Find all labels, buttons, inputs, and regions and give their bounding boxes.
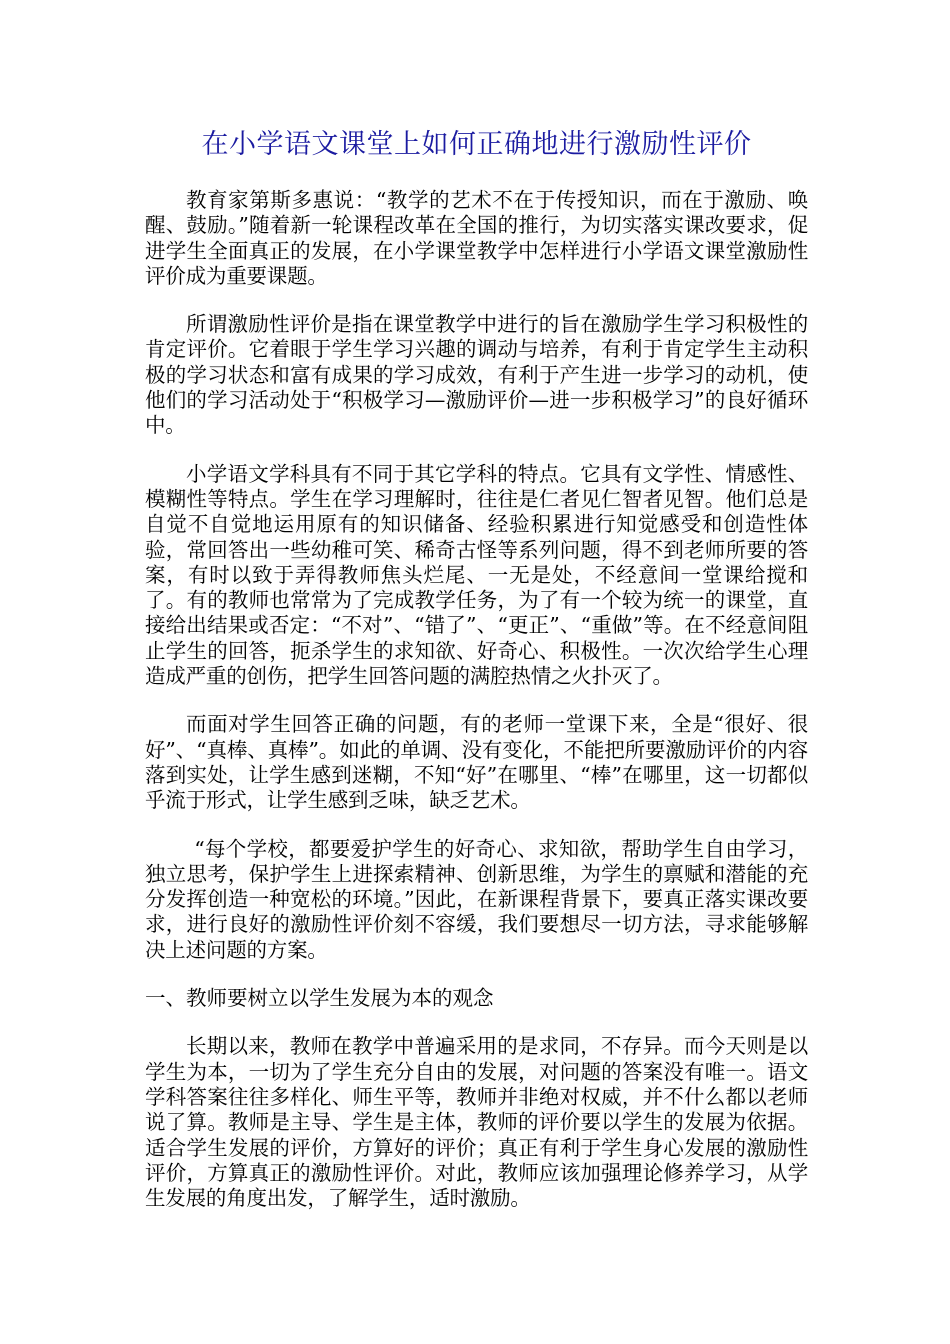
document-title: 在小学语文课堂上如何正确地进行激励性评价 xyxy=(201,129,752,160)
paragraph-5: “每个学校，都要爱护学生的好奇心、求知欲，帮助学生自由学习，独立思考，保护学生上进探索精神、创新思维，为学生的禀赋和潜能的充分发挥创造一种宽松的环境。”因此，在新课程背景下，要真正落实课改要求，进行良好的激励性评价刻不容缓，我们要想尽一切方法，寻求能够解决上述问题的方案。 xyxy=(145,836,808,962)
section-heading: 一、教师要树立以学生发展为本的观念 xyxy=(145,986,494,1011)
paragraph-1: 教育家第斯多惠说：“教学的艺术不在于传授知识，而在于激励、唤醒、鼓励。”随着新一轮课程改革在全国的推行，为切实落实课改要求，促进学生全面真正的发展，在小学课堂教学中怎样进行小学语文课堂激励性评价成为重要课题。 xyxy=(145,188,808,288)
paragraph-2: 所谓激励性评价是指在课堂教学中进行的旨在激励学生学习积极性的肯定评价。它着眼于学生学习兴趣的调动与培养，有利于肯定学生主动积极的学习状态和富有成果的学习成效，有利于产生进一步学习的动机，使他们的学习活动处于“积极学习—激励评价—进一步积极学习”的良好循环中。 xyxy=(145,312,808,438)
paragraph-3: 小学语文学科具有不同于其它学科的特点。它具有文学性、情感性、模糊性等特点。学生在学习理解时，往往是仁者见仁智者见智。他们总是自觉不自觉地运用原有的知识储备、经验积累进行知觉感受和创造性体验，常回答出一些幼稚可笑、稀奇古怪等系列问题，得不到老师所要的答案，有时以致于弄得教师焦头烂尾、一无是处，不经意间一堂课给搅和了。有的教师也常常为了完成教学任务，为了有一个较为统一的课堂，直接给出结果或否定：“不对”、“错了”、“更正”、“重做”等。在不经意间阻止学生的回答，扼杀学生的求知欲、好奇心、积极性。一次次给学生心理造成严重的创伤，把学生回答问题的满腔热情之火扑灭了。 xyxy=(145,461,808,689)
paragraph-4: 而面对学生回答正确的问题，有的老师一堂课下来，全是“很好、很好”、“真棒、真棒”。如此的单调、没有变化，不能把所要激励评价的内容落到实处，让学生感到迷糊，不知“好”在哪里、“棒”在哪里，这一切都似乎流于形式，让学生感到乏味，缺乏艺术。 xyxy=(145,712,808,813)
section-paragraph: 长期以来，教师在教学中普遍采用的是求同，不存异。而今天则是以学生为本，一切为了学生充分自由的发展，对问题的答案没有唯一。语文学科答案往往多样化、师生平等，教师并非绝对权威，并不什么都以老师说了算。教师是主导、学生是主体，教师的评价要以学生的发展为依据。适合学生发展的评价，方算好的评价；真正有利于学生身心发展的激励性评价，方算真正的激励性评价。对此，教师应该加强理论修养学习，从学生发展的角度出发，了解学生，适时激励。 xyxy=(145,1034,808,1211)
